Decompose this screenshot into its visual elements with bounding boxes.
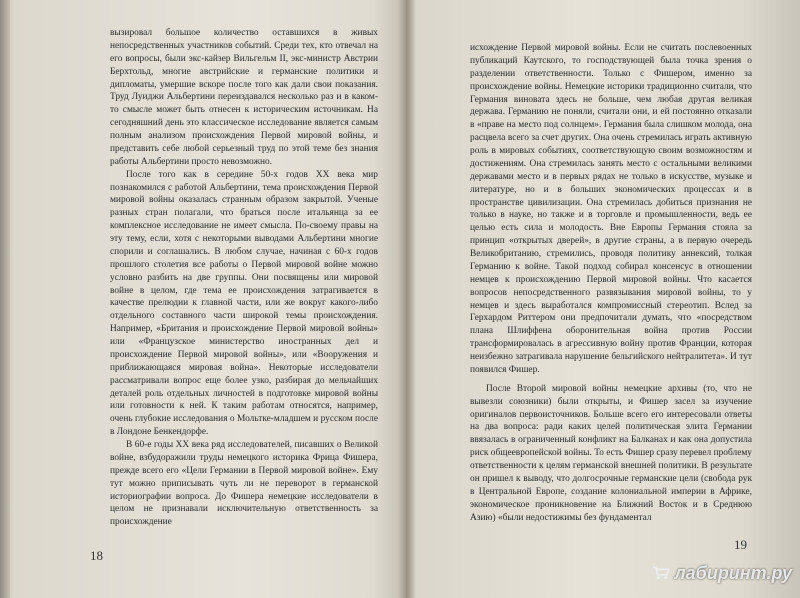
paragraph: После того как в середине 50-х годов XX века мир познакомился с работой Альбертини, тема происхождения Первой мировой войны оказалась странным образом закрытой. Ученые разных стран полагали, что браться после итальянца за ее комплексное исследование не имеет смысла. По-своему правы на эту тему, если, хотя с некоторыми выводами Альбертини многие спорили и соглашались. В любом случае, начиная с 60-х годов прошлого столетия все работы о Первой мировой войне можно условно разбить на две группы. Они посвящены или мировой войне в целом, где тема ее происхождения затрагивается в качестве прелюдии к главной части, или же вокруг какого-либо отдельного составного части широкой темы происхождения. Например, «Британия и происхождение Первой мировой войны» или «Французское министерство иностранных дел и происхождение Первой мировой войны», или «Вооружения и приближающаяся мировая война». Некоторые исследователи рассматривали вопрос еще более узко, разбирая до мельчайших деталей роль отдельных личностей в подготовке мировой войны или готовности к ней. К таким работам относятся, например, очень глубокие исследования о Мольтке-младшем и русском после в Лондоне Бенкендорфе.: [110, 169, 378, 438]
page-number-right: 19: [734, 537, 747, 552]
paragraph: В 60-е годы XX века ряд исследователей, писавших о Великой войне, взбудоражили труды немецкого историка Фрица Фишера, прежде всего его «Цели Германии в Первой мировой войне». Ему тут можно приписывать чуть ли не переворот в германской историографии вопроса. До Фишера немецкие исследователи в целом не признавали исключительную ответственность за происхождение: [110, 440, 378, 528]
watermark-text: лабиринт.ру: [674, 562, 792, 583]
paragraph: исхождение Первой мировой войны. Если не считать послевоенных публикаций Каутского, то господствующей была точка зрения о разделении ответственности. Только с Фишером, именно за происхождение войны. Немецкие историки традиционно считали, что Германия виновата здесь не больше, чем любая другая великая держава. Германию не поняли, считали они, и ей постоянно отказали в «праве на место под солнцем». Германия была слишком молода, она расцвела всего за счет других. Она очень стремилась играть активную роль в мировых событиях, соответствующую своим возможностям и достижениям. Она стремилась занять место с остальными великими державами место и в первых рядах не только в искусстве, музыке и литературе, но и в больших экономических процессах и в пространстве цивилизации. Она стремилась добиться признания не только в науке, но также и в торговле и промышленности, ведь ее целью есть сила и молодость. Вне Европы Германия стояла за принцип «открытых дверей», в другие страны, а в первую очередь Великобританию, стремились, проводя политику аннексий, толкая Германию к войне. Такой подход собирал консенсус в отношении немцев к происхождению Первой мировой войны. Что касается вопросов непосредственного развязывания мировой войны, то у немцев и здесь выработался компромиссный стереотип. Вслед за Герхардом Риттером они предпочитали думать, что «посредством плана Шлиффена оборонительная война против России трансформировалась в агрессивную войну против Франции, которая неизбежно затрагивала нарушение бельгийского нейтралитета». И тут появился Фишер.: [470, 43, 752, 375]
page-edges: [0, 0, 10, 598]
paragraph: вызировал большое количество оставшихся в живых непосредственных участников событий. Среди тех, кто отвечал на его вопросы, были экс-кайзер Вильгельм II, экс-министр Австрии Берхтольд, многие австрийские и германские политики и дипломаты, умершие вскоре после того как дали свои показания. Труд Луиджи Альбертини переиздавался несколько раз и в каком-то смысле может быть отнесен к историческим источникам. На сегодняшний день это классическое исследование является самым полным анализом происхождения Первой мировой войны, и представить себе любой серьезный труд по этой теме без знания работы Альбертини просто невозможно.: [110, 28, 378, 167]
shopping-cart-icon: [652, 565, 670, 581]
paragraph: После Второй мировой войны немецкие архивы (то, что не вывезли союзники) были открыты, и Фишер засел за изучение оригиналов первоисточников. Больше всего его интересовали ответы на два вопроса: ради каких целей политическая элита Германии ввязалась в ограниченный конфликт на Балканах и как она допустила риск общеевропейской войны. То есть Фишер сразу перевел проблему ответственности к целям германской внешней политики. В результате он пришел к выводу, что долгосрочные германские цели (свобода рук в Центральной Европе, создание колониальной империи в Африке, экономическое проникновение на Ближний Восток и в Среднюю Азию) «были недостижимы без фундаментал: [470, 383, 752, 523]
left-page-text: [110, 27, 378, 529]
book-spine: [398, 0, 416, 598]
labirint-watermark: [652, 558, 792, 588]
page-number-left: 18: [90, 548, 103, 563]
right-page-text: [470, 42, 752, 524]
